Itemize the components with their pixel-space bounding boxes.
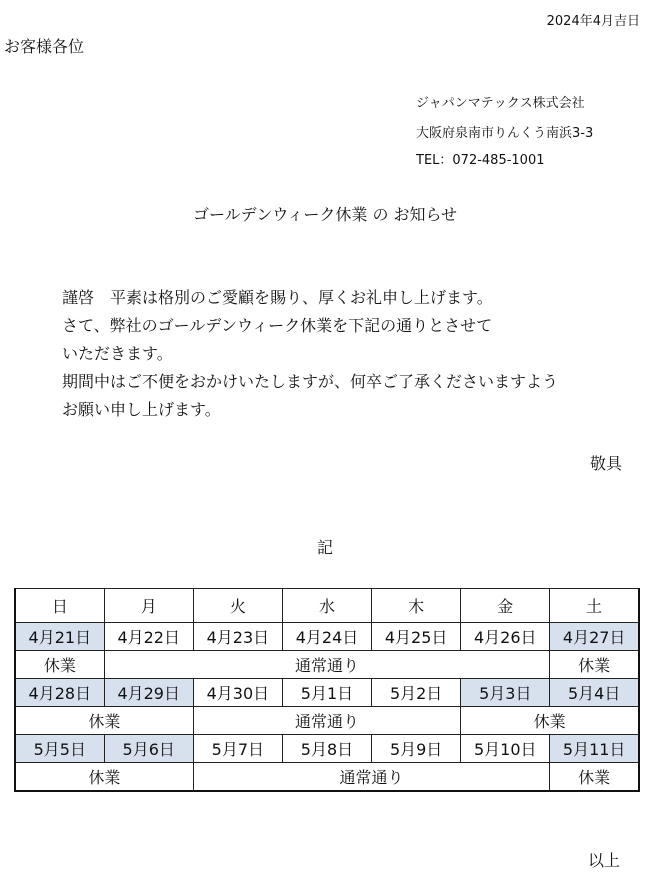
weekday-wed: 水 xyxy=(282,589,371,623)
date-cell: 4月26日 xyxy=(461,623,550,651)
date-cell: 5月11日 xyxy=(550,735,639,763)
date-cell: 5月1日 xyxy=(282,679,371,707)
status-open: 通常通り xyxy=(104,651,550,679)
document-date: 2024年4月吉日 xyxy=(546,14,640,29)
body-line: さて、弊社のゴールデンウィーク休業を下記の通りとさせて xyxy=(62,316,493,335)
date-cell: 4月21日 xyxy=(15,623,104,651)
addressee: お客様各位 xyxy=(4,37,85,56)
status-closed: 休業 xyxy=(461,707,639,735)
date-cell: 4月24日 xyxy=(282,623,371,651)
date-cell: 4月27日 xyxy=(550,623,639,651)
status-row xyxy=(15,707,639,735)
weekday-sat: 土 xyxy=(550,589,639,623)
date-cell: 4月23日 xyxy=(193,623,282,651)
date-cell: 5月10日 xyxy=(461,735,550,763)
body-line: 謹啓 平素は格別のご愛顧を賜り、厚くお礼申し上げます。 xyxy=(62,288,493,307)
date-cell: 5月2日 xyxy=(372,679,461,707)
date-cell: 4月25日 xyxy=(372,623,461,651)
date-cell: 5月9日 xyxy=(372,735,461,763)
date-cell: 4月29日 xyxy=(104,679,193,707)
date-cell: 4月22日 xyxy=(104,623,193,651)
weekday-tue: 火 xyxy=(193,589,282,623)
status-closed: 休業 xyxy=(15,707,193,735)
date-row xyxy=(15,623,639,651)
weekday-header-row xyxy=(15,589,639,623)
company-name: ジャパンマテックス株式会社 xyxy=(416,96,585,111)
body-line: お願い申し上げます。 xyxy=(62,400,221,419)
date-cell: 5月5日 xyxy=(15,735,104,763)
status-closed: 休業 xyxy=(15,763,193,792)
body-line: 期間中はご不便をおかけいたしますが、何卒ご了承くださいますよう xyxy=(62,372,559,391)
date-cell: 4月28日 xyxy=(15,679,104,707)
closing-keigu: 敬具 xyxy=(589,454,622,473)
date-row xyxy=(15,735,639,763)
weekday-sun: 日 xyxy=(15,589,104,623)
ki-marker: 記 xyxy=(316,538,333,557)
body-line: いただきます。 xyxy=(62,344,173,363)
status-closed: 休業 xyxy=(15,651,104,679)
notice-title: ゴールデンウィーク休業 の お知らせ xyxy=(192,205,458,224)
status-closed: 休業 xyxy=(550,763,639,792)
date-cell: 4月30日 xyxy=(193,679,282,707)
closing-ijou: 以上 xyxy=(587,851,620,870)
date-cell: 5月3日 xyxy=(461,679,550,707)
status-open: 通常通り xyxy=(193,763,550,792)
date-cell: 5月4日 xyxy=(550,679,639,707)
weekday-fri: 金 xyxy=(461,589,550,623)
date-cell: 5月8日 xyxy=(282,735,371,763)
company-address: 大阪府泉南市りんくう南浜3-3 xyxy=(416,126,594,141)
holiday-calendar xyxy=(14,588,640,792)
company-tel: TEL：072-485-1001 xyxy=(416,153,545,168)
date-cell: 5月7日 xyxy=(193,735,282,763)
weekday-thu: 木 xyxy=(372,589,461,623)
status-row xyxy=(15,651,639,679)
date-cell: 5月6日 xyxy=(104,735,193,763)
status-open: 通常通り xyxy=(193,707,460,735)
status-closed: 休業 xyxy=(550,651,639,679)
date-row xyxy=(15,679,639,707)
weekday-mon: 月 xyxy=(104,589,193,623)
status-row xyxy=(15,763,639,792)
